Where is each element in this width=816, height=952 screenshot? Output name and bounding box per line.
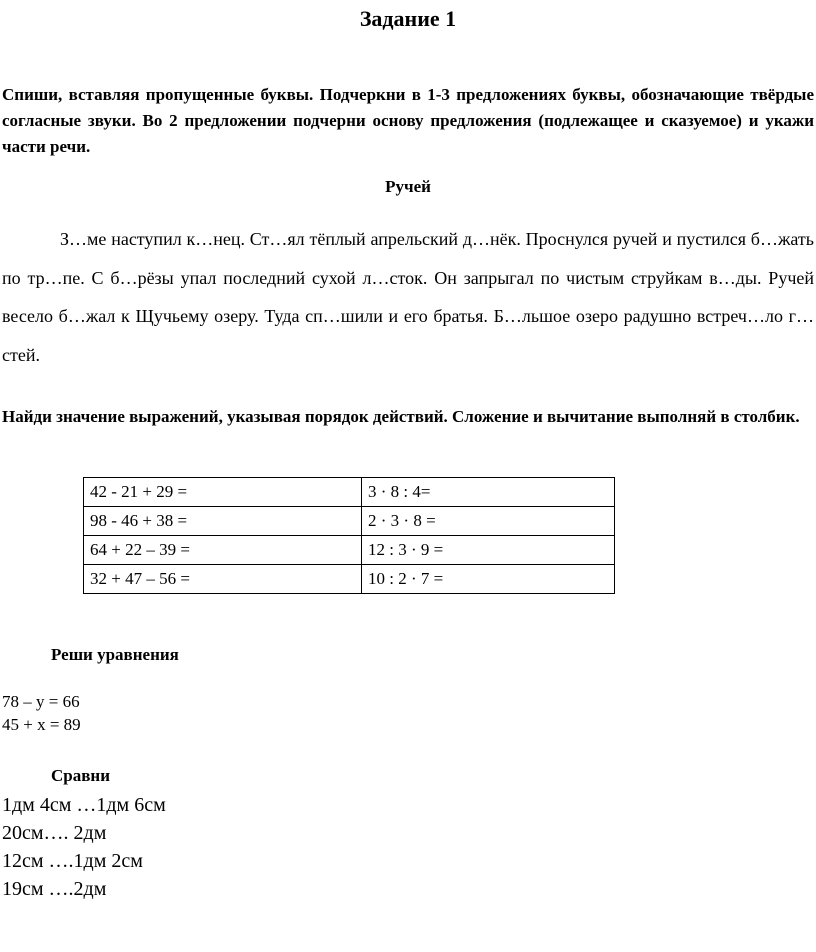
compare-title: Сравни	[51, 766, 111, 785]
equations-title: Реши уравнения	[51, 645, 179, 664]
expression-cell: 64 + 22 – 39 =	[84, 536, 362, 565]
page-title: Задание 1	[359, 6, 457, 31]
table-row	[84, 565, 615, 594]
compare-item: 1дм 4см …1дм 6см	[2, 794, 166, 816]
table-row	[84, 478, 615, 507]
compare-item: 19см ….2дм	[2, 878, 107, 900]
expression-cell: 42 - 21 + 29 =	[84, 478, 362, 507]
expression-cell: 10 : 2 · 7 =	[362, 565, 615, 594]
equations-list	[2, 690, 81, 736]
expression-cell: 2 · 3 · 8 =	[362, 507, 615, 536]
story-text: З…ме наступил к…нец. Ст…ял тёплый апрельский д…нёк. Проснулся ручей и пустился б…жать по тр…пе. С б…рёзы упал последний сухой л…сток. Он запрыгал по чистым струйкам в…ды. Ручей весело б…жал к Щучьему озеру. Туда сп…шили и его братья. Б…льшое озеро радушно встреч…ло г…стей.	[2, 229, 814, 365]
expressions-table	[83, 477, 615, 594]
expression-cell: 98 - 46 + 38 =	[84, 507, 362, 536]
table-row	[84, 536, 615, 565]
compare-list	[2, 791, 166, 903]
russian-task-instructions: Спиши, вставляя пропущенные буквы. Подчеркни в 1-3 предложениях буквы, обозначающие твёрдые согласные звуки. Во 2 предложении подчерни основу предложения (подлежащее и сказуемое) и укажи части речи.	[2, 85, 814, 156]
compare-item: 20см…. 2дм	[2, 822, 107, 844]
compare-item: 12см ….1дм 2см	[2, 850, 143, 872]
expression-cell: 12 : 3 · 9 =	[362, 536, 615, 565]
equation-item: 45 + х = 89	[2, 715, 81, 734]
expression-cell: 3 · 8 : 4=	[362, 478, 615, 507]
math-task-instructions: Найди значение выражений, указывая порядок действий. Сложение и вычитание выполняй в столбик.	[2, 407, 800, 426]
equation-item: 78 – у = 66	[2, 692, 80, 711]
table-row	[84, 507, 615, 536]
expression-cell: 32 + 47 – 56 =	[84, 565, 362, 594]
story-title: Ручей	[385, 177, 431, 196]
